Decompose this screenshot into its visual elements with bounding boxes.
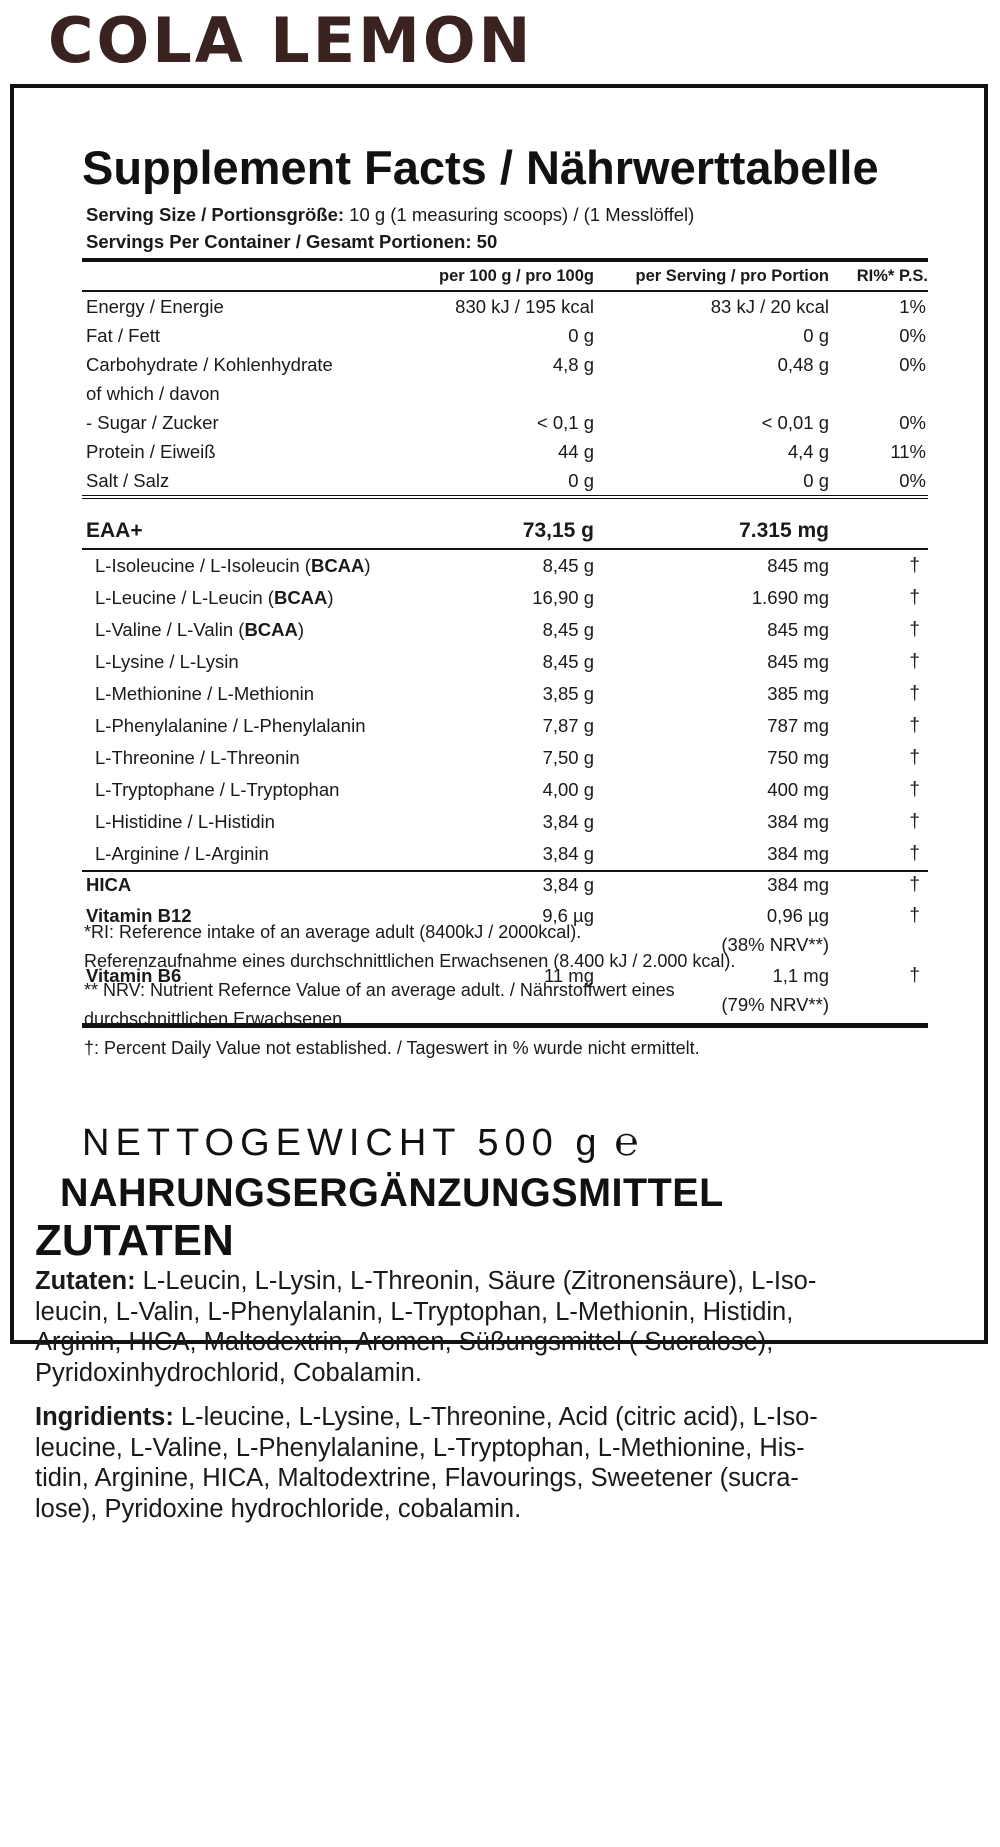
nutrient-ri xyxy=(829,379,928,408)
amino-acid-name xyxy=(82,838,392,871)
amino-acid-label: L-Valine / L-Valin ( xyxy=(95,619,245,640)
nrv-note: (79% NRV**) xyxy=(721,994,829,1015)
dagger-mark: † xyxy=(909,555,920,576)
ingredients-de-line: Arginin, HICA, Maltodextrin, Aromen, Süßungsmittel ( Sucralose), xyxy=(35,1328,774,1356)
nutrient-ri: 0% xyxy=(899,324,926,346)
dagger-mark: † xyxy=(909,811,920,832)
nutrient-name: Protein / Eiweiß xyxy=(86,440,216,462)
amino-acid-name xyxy=(82,710,392,742)
amino-acid-name xyxy=(82,614,392,646)
amino-acid-row xyxy=(82,582,928,614)
other-name: Vitamin B6 xyxy=(86,965,182,986)
bcaa-tag: BCAA xyxy=(310,555,365,576)
nutrient-row xyxy=(82,466,928,497)
serving-size-value: 10 g (1 measuring scoops) / (1 Messlöffel) xyxy=(349,204,695,225)
dagger-mark: † xyxy=(909,587,920,608)
facts-title: Supplement Facts / Nährwerttabelle xyxy=(82,141,879,194)
footnote-line: †: Percent Daily Value not established. / Tageswert in % wurde nicht ermittelt. xyxy=(84,1038,700,1058)
amino-acid-name xyxy=(82,774,392,806)
amino-acid-row xyxy=(82,646,928,678)
header-per-100g: per 100 g / pro 100g xyxy=(439,266,594,285)
nutrient-per-serving: 0,48 g xyxy=(777,353,829,375)
amino-acid-label: L-Tryptophane / L-Tryptophan xyxy=(95,779,340,800)
other-row xyxy=(82,871,928,903)
nutrient-name: Salt / Salz xyxy=(86,469,170,491)
dagger-mark: † xyxy=(909,905,920,926)
nutrient-per-serving: 0 g xyxy=(803,324,829,346)
servings-per-container-label: Servings Per Container / Gesamt Portionen: 50 xyxy=(86,231,498,252)
dagger-mark: † xyxy=(909,779,920,800)
amino-acid-close: ) xyxy=(364,555,371,576)
eaa-row xyxy=(82,513,928,549)
amino-acid-close: ) xyxy=(297,619,305,640)
footnote-line: *RI: Reference intake of an average adult (8400kJ / 2000kcal). xyxy=(84,922,582,942)
nutrient-per100: 830 kJ / 195 kcal xyxy=(455,295,594,317)
nutrition-table xyxy=(82,258,928,1028)
ingredients-de-line: leucin, L-Valin, L-Phenylalanin, L-Tryptophan, L-Methionin, Histidin, xyxy=(35,1297,794,1326)
nutrient-ri: 0% xyxy=(899,469,926,491)
other-per100: 3,84 g xyxy=(542,874,594,895)
amino-acid-row xyxy=(82,774,928,806)
table-header-row xyxy=(82,260,928,291)
nutrient-row xyxy=(82,350,928,379)
dagger-mark: † xyxy=(909,843,920,864)
amino-acid-row xyxy=(82,678,928,710)
other-per100: 9,6 µg xyxy=(542,905,594,926)
footnote-line: Referenzaufnahme eines durchschnittlichen Erwachsenen (8.400 kJ / 2.000 kcal). xyxy=(84,951,736,971)
supplement-label: NAHRUNGSERGÄNZUNGSMITTEL xyxy=(60,1171,724,1215)
nutrient-name: - Sugar / Zucker xyxy=(86,411,219,433)
estimated-sign-icon: ℮ xyxy=(614,1120,639,1164)
amino-acid-per-serving: 845 mg xyxy=(767,555,829,576)
nutrient-per100: 0 g xyxy=(568,469,594,491)
other-per100: 11 mg xyxy=(543,965,594,986)
nutrient-ri: 1% xyxy=(899,295,926,317)
serving-size xyxy=(86,204,694,226)
amino-acid-row xyxy=(82,742,928,774)
nutrient-row xyxy=(82,291,928,321)
amino-acid-row xyxy=(82,838,928,871)
amino-acid-per-serving: 750 mg xyxy=(767,747,829,768)
ingredients-english xyxy=(35,1402,835,1524)
ingredients-en-line: L-leucine, L-Lysine, L-Threonine, Acid (citric acid), L-Iso- xyxy=(173,1403,818,1431)
amino-acid-per-serving: 1.690 mg xyxy=(751,587,829,608)
amino-acid-label: L-Phenylalanine / L-Phenylalanin xyxy=(95,715,366,736)
serving-size-label: Serving Size / Portionsgröße: xyxy=(86,204,345,225)
nutrient-ri: 11% xyxy=(890,440,926,462)
supplement-facts-panel xyxy=(10,84,988,1344)
servings-per-container xyxy=(86,231,497,253)
amino-acid-name xyxy=(82,806,392,838)
ingredients-de-label: Zutaten: xyxy=(35,1267,136,1295)
amino-acid-label: L-Methionine / L-Methionin xyxy=(95,683,315,704)
amino-acid-close: ) xyxy=(327,587,334,608)
nutrient-per-serving: 83 kJ / 20 kcal xyxy=(710,295,829,317)
amino-acid-name xyxy=(82,549,392,582)
amino-acid-per100: 8,45 g xyxy=(542,555,594,576)
bcaa-tag: BCAA xyxy=(244,619,298,640)
dagger-mark: † xyxy=(909,651,920,672)
nutrient-per-serving: 4,4 g xyxy=(787,440,829,462)
amino-acid-per-serving: 384 mg xyxy=(767,843,829,864)
table-spacer xyxy=(82,497,928,513)
nutrient-name: Carbohydrate / Kohlenhydrate xyxy=(86,353,333,375)
ingredients-german xyxy=(35,1266,835,1388)
amino-acid-per100: 7,87 g xyxy=(542,715,594,736)
ingredients-en-line: tidin, Arginine, HICA, Maltodextrine, Flavourings, Sweetener (sucra- xyxy=(35,1464,799,1492)
amino-acid-per100: 8,45 g xyxy=(542,619,594,640)
amino-acid-row xyxy=(82,806,928,838)
nutrient-per-serving: 0 g xyxy=(803,469,829,491)
nutrient-per100: < 0,1 g xyxy=(536,411,594,433)
amino-acid-per100: 3,85 g xyxy=(542,683,594,704)
ingredients-en-line: lose), Pyridoxine hydrochloride, cobalamin. xyxy=(35,1494,522,1523)
header-ri: RI%* P.S. xyxy=(856,266,928,285)
amino-acid-label: L-Threonine / L-Threonin xyxy=(95,747,300,768)
other-per-serving: 0,96 µg xyxy=(766,905,829,926)
nutrient-name: of which / davon xyxy=(86,382,220,404)
amino-acid-per-serving: 400 mg xyxy=(767,779,829,800)
net-weight-text: NETTOGEWICHT 500 g xyxy=(82,1122,603,1164)
nutrient-ri: 0% xyxy=(899,411,926,433)
nutrient-per100: 44 g xyxy=(557,440,594,462)
eaa-name: EAA+ xyxy=(86,518,143,542)
nutrient-per-serving: < 0,01 g xyxy=(761,411,829,433)
footnotes xyxy=(84,918,944,1063)
amino-acid-name xyxy=(82,678,392,710)
nutrient-per100: 0 g xyxy=(568,324,594,346)
amino-acid-row xyxy=(82,614,928,646)
dagger-mark: † xyxy=(909,747,920,768)
ingredients-de-line: L-Leucin, L-Lysin, L-Threonin, Säure (Zitronensäure), L-Iso- xyxy=(135,1267,817,1295)
ingredients-en-label: Ingridients: xyxy=(35,1403,174,1431)
other-name: HICA xyxy=(86,874,132,895)
footnote-line: ** NRV: Nutrient Refernce Value of an average adult. / Nährstoffwert eines xyxy=(84,980,675,1000)
amino-acid-name xyxy=(82,646,392,678)
amino-acid-per100: 3,84 g xyxy=(542,843,594,864)
amino-acid-per100: 16,90 g xyxy=(532,587,594,608)
amino-acid-name xyxy=(82,582,392,614)
amino-acid-label: L-Isoleucine / L-Isoleucin ( xyxy=(95,555,311,576)
amino-acid-per100: 8,45 g xyxy=(542,651,594,672)
nutrient-per100 xyxy=(392,379,594,408)
dagger-mark: † xyxy=(909,874,920,895)
amino-acid-per-serving: 845 mg xyxy=(767,651,829,672)
footnote-line: durchschnittlichen Erwachsenen. xyxy=(84,1009,348,1029)
amino-acid-per100: 4,00 g xyxy=(542,779,594,800)
nutrient-name: Fat / Fett xyxy=(86,324,161,346)
other-name: Vitamin B12 xyxy=(86,905,192,926)
bcaa-tag: BCAA xyxy=(273,587,328,608)
amino-acid-per100: 3,84 g xyxy=(542,811,594,832)
other-per-serving: 384 mg xyxy=(767,874,829,895)
header-nutrient xyxy=(82,260,392,291)
amino-acid-per-serving: 845 mg xyxy=(767,619,829,640)
product-title: COLA LEMON xyxy=(48,4,534,77)
header-per-serving: per Serving / pro Portion xyxy=(635,266,829,285)
eaa-per100: 73,15 g xyxy=(522,518,594,542)
amino-acid-row xyxy=(82,710,928,742)
amino-acid-per-serving: 385 mg xyxy=(767,683,829,704)
amino-acid-label: L-Arginine / L-Arginin xyxy=(95,843,269,864)
ingredients-de-line: Pyridoxinhydrochlorid, Cobalamin. xyxy=(35,1358,422,1387)
eaa-ri xyxy=(829,513,928,549)
nutrient-ri: 0% xyxy=(899,353,926,375)
dagger-mark: † xyxy=(909,715,920,736)
nutrient-row xyxy=(82,437,928,466)
amino-acid-label: L-Histidine / L-Histidin xyxy=(95,811,275,832)
nutrient-row xyxy=(82,408,928,437)
nutrient-per100: 4,8 g xyxy=(552,353,594,375)
eaa-per-serving: 7.315 mg xyxy=(739,518,829,542)
nrv-note: (38% NRV**) xyxy=(721,934,829,955)
nutrient-row xyxy=(82,321,928,350)
amino-acid-per-serving: 384 mg xyxy=(767,811,829,832)
ingredients-en-line: leucine, L-Valine, L-Phenylalanine, L-Tryptophan, L-Methionine, His- xyxy=(35,1433,805,1462)
nutrient-per-serving xyxy=(594,379,829,408)
dagger-mark: † xyxy=(909,683,920,704)
amino-acid-per100: 7,50 g xyxy=(542,747,594,768)
amino-acid-label: L-Leucine / L-Leucin ( xyxy=(95,587,274,608)
nutrient-name: Energy / Energie xyxy=(86,295,224,317)
spacer-cell xyxy=(82,497,928,513)
amino-acid-label: L-Lysine / L-Lysin xyxy=(95,651,239,672)
net-weight xyxy=(82,1120,639,1165)
amino-acid-row xyxy=(82,549,928,582)
amino-acid-per-serving: 787 mg xyxy=(767,715,829,736)
dagger-mark: † xyxy=(909,965,920,986)
dagger-mark: † xyxy=(909,619,920,640)
ingredients-heading: ZUTATEN xyxy=(35,1216,234,1265)
nutrient-row xyxy=(82,379,928,408)
other-per-serving: 1,1 mg xyxy=(772,965,829,986)
amino-acid-name xyxy=(82,742,392,774)
